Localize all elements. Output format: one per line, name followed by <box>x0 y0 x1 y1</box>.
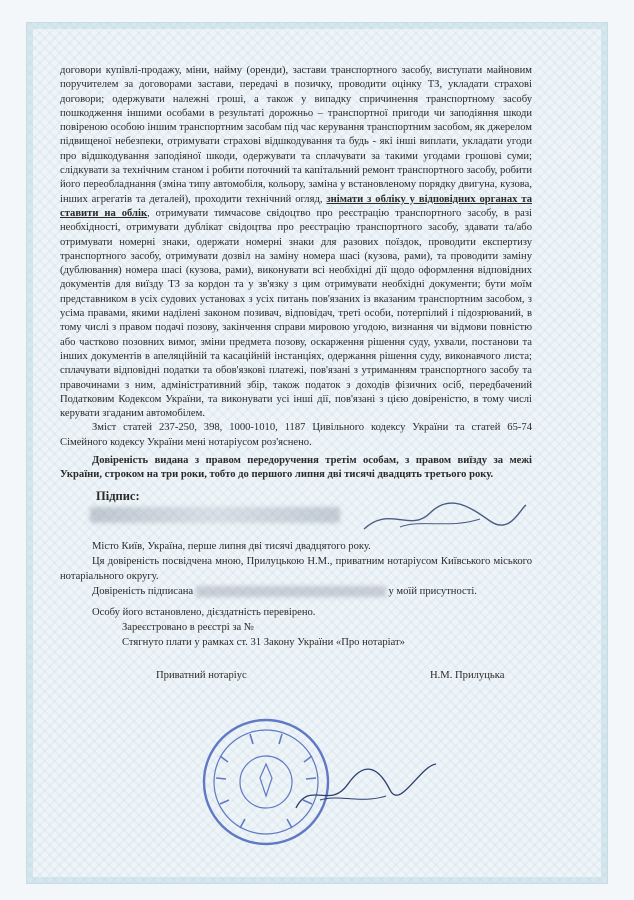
place-date: Місто Київ, Україна, перше липня дві тисячі двадцятого року. <box>92 540 371 552</box>
redacted-signer-name <box>90 507 340 523</box>
redacted-name-inline <box>196 586 386 597</box>
articles-paragraph: Зміст статей 237-250, 398, 1000-1010, 1187 Цивільного кодексу України та статей 65-74 Сімейного кодексу України мені нотаріусом роз'яснено. <box>60 422 532 448</box>
handwritten-signature-icon <box>360 499 530 539</box>
signature-label: Підпис: <box>96 488 140 503</box>
signed-text <box>60 584 532 599</box>
notary-signature-icon <box>290 760 440 820</box>
emphasized-clause: знімати з обліку у відповідних органах та ставити на облік <box>60 193 532 219</box>
document-body <box>60 64 532 686</box>
issued-paragraph: Довіреність видана з правом передоручення третім особам, з правом виїзду за межі України, строком на три роки, тобто до першого липня дві тисячі двадцять третього року. <box>60 455 532 481</box>
notary-certification <box>60 539 532 686</box>
certified-text: Ця довіреність посвідчена мною, Прилуцькою Н.М., приватним нотаріусом Київського міського нотаріального округу. <box>60 555 532 582</box>
registered-text: Зареєстровано в реєстрі за № <box>122 621 254 633</box>
fee-text: Стягнуто плати у рамках ст. 31 Закону України «Про нотаріат» <box>122 636 405 648</box>
main-text-part2: , отримувати тимчасове свідоцтво про реєстрацію транспортного засобу, в разі необхідності, отримувати дублікат свідоцтва про реєстрацію транспортного засобу, здавати та/або отримувати номерні знаки, одержати номерні знаки для разових поїздок, проводити експертизу транспортного засобу, отримувати дозвіл на заміну номера шасі (кузова, рами), та проводити заміну (дублювання) номера шасі (кузова, рами), виконувати всі необхідні дії щодо оформлення відповідних документів для виїзду ТЗ за кордон та у зв'язку з цим отримувати необхідні документи; бути моїм представником в усіх судових установах з усіх питань пов'язаних із вказаним транспортним засобом, з усіма правами, якими наділені законом позивач, відповідач, треті особи, потерпілий і підозрюваний, в тому числі з правом подачі позову, закінчення справи мировою угодою, визнання чи відмови повністю або частково позовних вимог, зміни предмета позову, оскарження рішення суду, ухвали, постанови та інших документів в апеляційній та касаційній інстанціях, одержання рішення суду, виконавчого листа; сплачувати відповідні податки та обов'язкові платежі, пов'язані з утриманням транспортного засобу та правочинами з ним, адміністративний збір, також податок з доходів фізичних осіб, передбачений Податковим Кодексом України, та виконувати усі інші дії, пов'язані з цією довіреністю, в тому числі керувати згаданим автомобілем. <box>60 207 533 420</box>
main-paragraph <box>60 64 532 421</box>
main-text-part1: договори купівлі-продажу, міни, найму (оренди), застави транспортного засобу, виступати майновим поручителем за договорами застави, передачі в позичку, проводити оцінку ТЗ, укладати страхові договори; одержувати належні гроші, а також у випадку спричинення транспортному засобу пошкодження іншими особами в результаті дорожньо – транспортної пригоди чи заподіяння шкоди повіреною особою іншим транспортним засобам під час керування транспортним засобом, як джерелом підвищеної небезпеки, отримувати страхові відшкодування та будь - які інші виплати, укладати угоди про відшкодування заподіяної шкоди, одержувати та сплачувати за такими угодами грошові суми; слідкувати за технічним станом і робити поточний та капітальний ремонт транспортного засобу, робити його переобладнання (зміна типу автомобіля, кольору, заміна у встановленому порядку двигуна, кузова, інших агрегатів та деталей), проходити технічний огляд, <box>60 65 532 205</box>
notary-title: Приватний нотаріус <box>156 669 247 681</box>
notary-signature-row <box>60 668 532 686</box>
signed-post: у моїй присутності. <box>388 585 477 597</box>
signed-pre: Довіреність підписана <box>92 585 194 597</box>
signature-block <box>60 489 532 515</box>
notary-name: Н.М. Прилуцька <box>430 669 505 681</box>
identity-text: Особу його встановлено, дієздатність перевірено. <box>92 606 316 618</box>
